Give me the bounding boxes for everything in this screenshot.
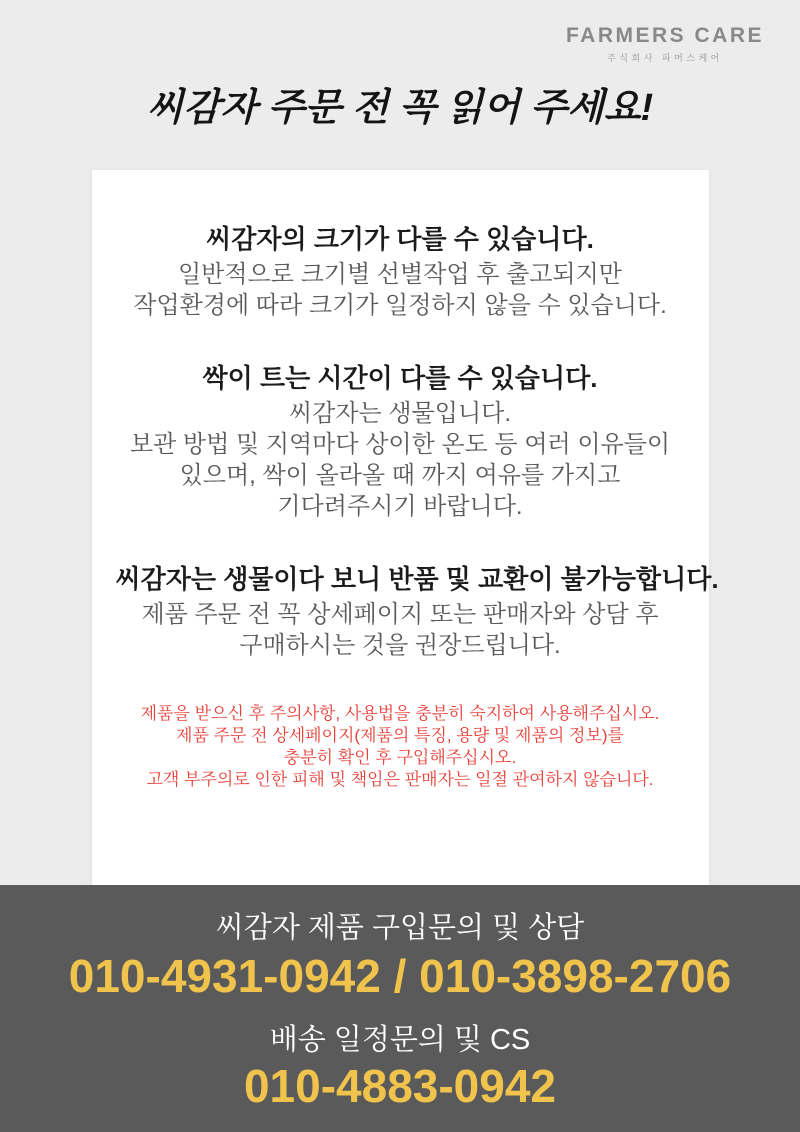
- cs-inquiry-label: 배송 일정문의 및 CS: [269, 1024, 531, 1056]
- section-line: 기다려주시기 바랍니다.: [277, 493, 523, 520]
- page-title: [0, 84, 800, 132]
- brand-logo: [566, 24, 764, 64]
- brand-wordmark: FARMERS CARE: [565, 24, 764, 47]
- notice-section-no-refund: [115, 562, 719, 661]
- warning-line: 제품을 받으신 후 주의사항, 사용법을 충분히 숙지하여 사용해주십시오.: [140, 704, 660, 723]
- warning-line: 제품 주문 전 상세페이지(제품의 특징, 용량 및 제품의 정보)를: [176, 726, 624, 745]
- section-line: 있으며, 싹이 올라올 때 까지 여유를 가지고: [179, 462, 621, 489]
- brand-subtitle: 주식회사 파머스케어: [607, 53, 723, 63]
- purchase-inquiry-label: 씨감자 제품 구입문의 및 상담: [215, 912, 585, 944]
- warning-line: 고객 부주의로 인한 피해 및 책임은 판매자는 일절 관여하지 않습니다.: [146, 770, 654, 789]
- section-heading: 씨감자의 크기가 다를 수 있습니다.: [206, 224, 594, 254]
- notice-card: [92, 170, 719, 885]
- section-line: 제품 주문 전 꼭 상세페이지 또는 판매자와 상담 후: [141, 601, 659, 628]
- section-heading: 싹이 트는 시간이 다를 수 있습니다.: [202, 363, 598, 393]
- title-product-name: 씨감자: [146, 87, 257, 129]
- notice-section-size-variation: [116, 222, 685, 321]
- section-line: 작업환경에 따라 크기가 일정하지 않을 수 있습니다.: [133, 292, 667, 319]
- section-line: 일반적으로 크기별 선별작업 후 출고되지만: [178, 261, 622, 288]
- section-heading: 씨감자는 생물이다 보니 반품 및 교환이 불가능합니다.: [115, 564, 719, 594]
- cs-phone-number: 010-4883-0942: [243, 1060, 557, 1112]
- contact-footer: [0, 885, 800, 1132]
- section-line: 씨감자는 생물입니다.: [289, 400, 511, 427]
- warning-line: 충분히 확인 후 구입해주십시오.: [283, 748, 517, 767]
- notice-section-sprout-time: [116, 361, 685, 522]
- warning-notice: [116, 703, 685, 791]
- section-line: 구매하시는 것을 권장드립니다.: [239, 632, 561, 659]
- title-message: 주문 전 꼭 읽어 주세요!: [267, 87, 654, 129]
- purchase-phone-numbers: 010-4931-0942 / 010-3898-2706: [68, 950, 732, 1002]
- section-line: 보관 방법 및 지역마다 상이한 온도 등 여러 이유들이: [129, 431, 671, 458]
